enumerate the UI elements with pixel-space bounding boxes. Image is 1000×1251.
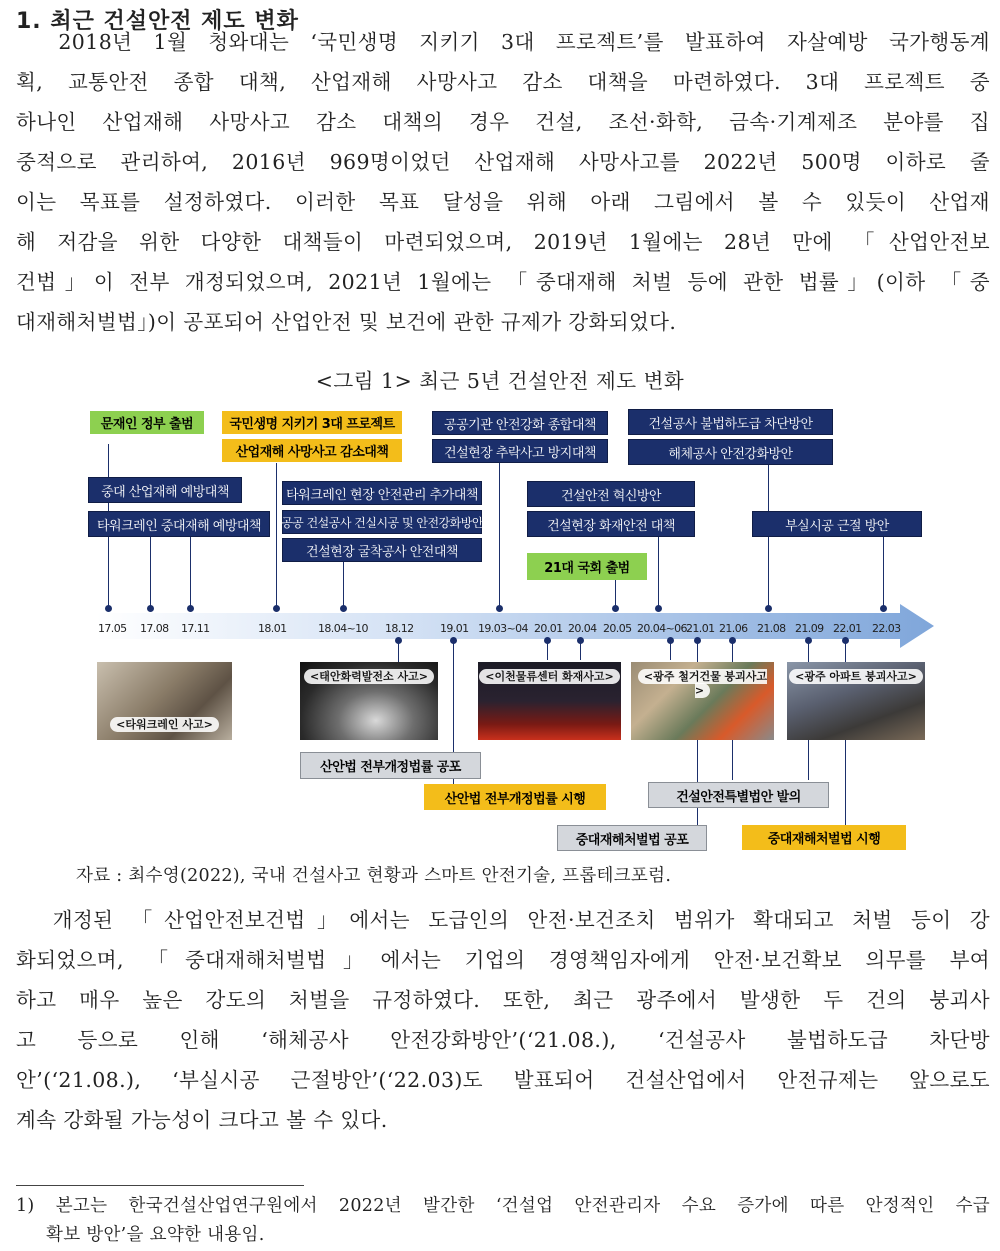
- innovation-box: 건설안전 혁신방안: [527, 481, 695, 507]
- photo-label: <타워크레인 사고>: [110, 717, 219, 732]
- special-act-box: 건설안전특별법안 발의: [648, 782, 829, 808]
- demolition-box: 해체공사 안전강화방안: [628, 439, 833, 465]
- photo-label: <태안화력발전소 사고>: [304, 669, 434, 684]
- paragraph-line: 하고 매우 높은 강도의 처벌을 규정하였다. 또한, 최근 광주에서 발생한 두 건의 붕괴사: [16, 988, 990, 1012]
- paragraph-line: 개정된 「산업안전보건법」에서는 도급인의 안전·보건조치 범위가 확대되고 처벌 등이 강: [16, 908, 990, 932]
- timeline-date: 18.04~10: [318, 622, 368, 635]
- timeline-date: 22.01: [833, 622, 862, 635]
- timeline-date: 20.04~06: [637, 622, 687, 635]
- timeline-date: 17.05: [98, 622, 127, 635]
- paragraph-line: 대재해처벌법」)이 공포되어 산업안전 및 보건에 관한 규제가 강화되었다.: [16, 310, 677, 334]
- photo-label: <광주 아파트 붕괴사고>: [789, 669, 923, 684]
- public-agency-box: 공공기관 안전강화 종합대책: [432, 411, 608, 435]
- timeline-date: 21.08: [757, 622, 786, 635]
- paragraph-line: 화되었으며, 「중대재해처벌법」에서는 기업의 경영책임자에게 안전·보건확보 의무를 부여: [16, 948, 990, 972]
- section-heading: 1. 최근 건설안전 제도 변화: [16, 9, 299, 34]
- prevent-major-box: 중대 산업재해 예방대책: [88, 477, 242, 503]
- timeline-date: 21.01: [686, 622, 715, 635]
- tower-crane-accident-photo: [97, 662, 232, 740]
- tower-extra-box: 타워크레인 현장 안전관리 추가대책: [282, 481, 482, 505]
- timeline-date: 20.05: [603, 622, 632, 635]
- public-construction-box: 공공 건설공사 건실시공 및 안전강화방안: [282, 510, 482, 534]
- paragraph-line: 계속 강화될 가능성이 크다고 볼 수 있다.: [16, 1108, 388, 1132]
- paragraph-line: 안’(‘21.08.), ‘부실시공 근절방안’(‘22.03)도 발표되어 건설산업에서 안전규제는 앞으로도: [16, 1068, 990, 1092]
- timeline-figure: [0, 400, 1000, 860]
- timeline-date: 18.01: [258, 622, 287, 635]
- tower-prevent-box: 타워크레인 중대재해 예방대책: [88, 511, 270, 537]
- footnote-line: 확보 방안’을 요약한 내용임.: [46, 1225, 265, 1245]
- sapa-promulgation-box: 중대재해처벌법 공포: [557, 825, 707, 851]
- timeline-date: 17.08: [140, 622, 169, 635]
- figure-caption: <그림 1> 최근 5년 건설안전 제도 변화: [315, 369, 685, 393]
- footnote: [16, 1192, 990, 1250]
- timeline-date: 19.01: [440, 622, 469, 635]
- paragraph-line: 건법」이 전부 개정되었으며, 2021년 1월에는 「중대재해 처벌 등에 관한 법률」(이하 「중: [16, 270, 990, 294]
- illegal-subcontract-box: 건설공사 불법하도급 차단방안: [628, 409, 833, 435]
- timeline-date: 20.01: [534, 622, 563, 635]
- photo-label: <이천물류센터 화재사고>: [479, 669, 620, 684]
- gwangju-apartment-photo: [787, 662, 925, 740]
- paragraph-line: 하나인 산업재해 사망사고 감소 대책의 경우 건설, 조선·화학, 금속·기계제조 분야를 집: [16, 110, 990, 134]
- footnote-line: 1) 본고는 한국건설산업연구원에서 2022년 발간한 ‘건설업 안전관리자 수요 증가에 따른 안정적인 수급: [16, 1196, 990, 1216]
- paragraph-line: 이는 목표를 설정하였다. 이러한 목표 달성을 위해 아래 그림에서 볼 수 있듯이 산업재: [16, 190, 990, 214]
- three-projects-box: 국민생명 지키기 3대 프로젝트: [222, 411, 402, 434]
- timeline-date: 19.03~04: [478, 622, 528, 635]
- assembly-box: 21대 국회 출범: [527, 553, 647, 580]
- osh-enforcement-box: 산안법 전부개정법률 시행: [424, 784, 606, 810]
- paragraph-line: 고 등으로 인해 ‘해체공사 안전강화방안’(‘21.08.), ‘건설공사 불법하도급 차단방: [16, 1028, 990, 1052]
- gwangju-building-photo: [631, 662, 774, 740]
- paragraph-line: 2018년 1월 청와대는 ‘국민생명 지키기 3대 프로젝트’를 발표하여 자살예방 국가행동계: [16, 30, 990, 54]
- footnote-divider: [16, 1185, 304, 1186]
- taean-accident-photo: [300, 662, 438, 740]
- fire-safety-box: 건설현장 화재안전 대책: [527, 511, 695, 537]
- intro-paragraph: [16, 22, 990, 342]
- figure-source: 자료 : 최수영(2022), 국내 건설사고 현황과 스마트 안전기술, 프롭테크포럼.: [76, 866, 672, 886]
- sapa-enforcement-box: 중대재해처벌법 시행: [742, 825, 906, 850]
- paragraph-line: 중적으로 관리하여, 2016년 969명이었던 산업재해 사망사고를 2022년 500명 이하로 줄: [16, 150, 990, 174]
- accident-reduction-box: 산업재해 사망사고 감소대책: [222, 439, 402, 462]
- photo-label: <광주 철거건물 붕괴사고>: [638, 669, 767, 698]
- poor-construction-box: 부실시공 근절 방안: [752, 511, 922, 537]
- paragraph-line: 획, 교통안전 종합 대책, 산업재해 사망사고 감소 대책을 마련하였다. 3대 프로젝트 중: [16, 70, 991, 94]
- osh-promulgation-box: 산안법 전부개정법률 공포: [300, 752, 481, 779]
- icheon-fire-photo: [478, 662, 621, 740]
- excavation-box: 건설현장 굴착공사 안전대책: [282, 538, 482, 562]
- paragraph-line: 해 저감을 위한 다양한 대책들이 마련되었으며, 2019년 1월에는 28년 만에 「산업안전보: [16, 230, 990, 254]
- timeline-date: 21.09: [795, 622, 824, 635]
- second-paragraph: [16, 900, 990, 1140]
- timeline-date: 21.06: [719, 622, 748, 635]
- timeline-date: 20.04: [568, 622, 597, 635]
- timeline-date: 17.11: [181, 622, 210, 635]
- timeline-date: 22.03: [872, 622, 901, 635]
- timeline-date: 18.12: [385, 622, 414, 635]
- fall-prevention-box: 건설현장 추락사고 방지대책: [432, 439, 608, 463]
- moon-govt-box: 문재인 정부 출범: [90, 411, 204, 434]
